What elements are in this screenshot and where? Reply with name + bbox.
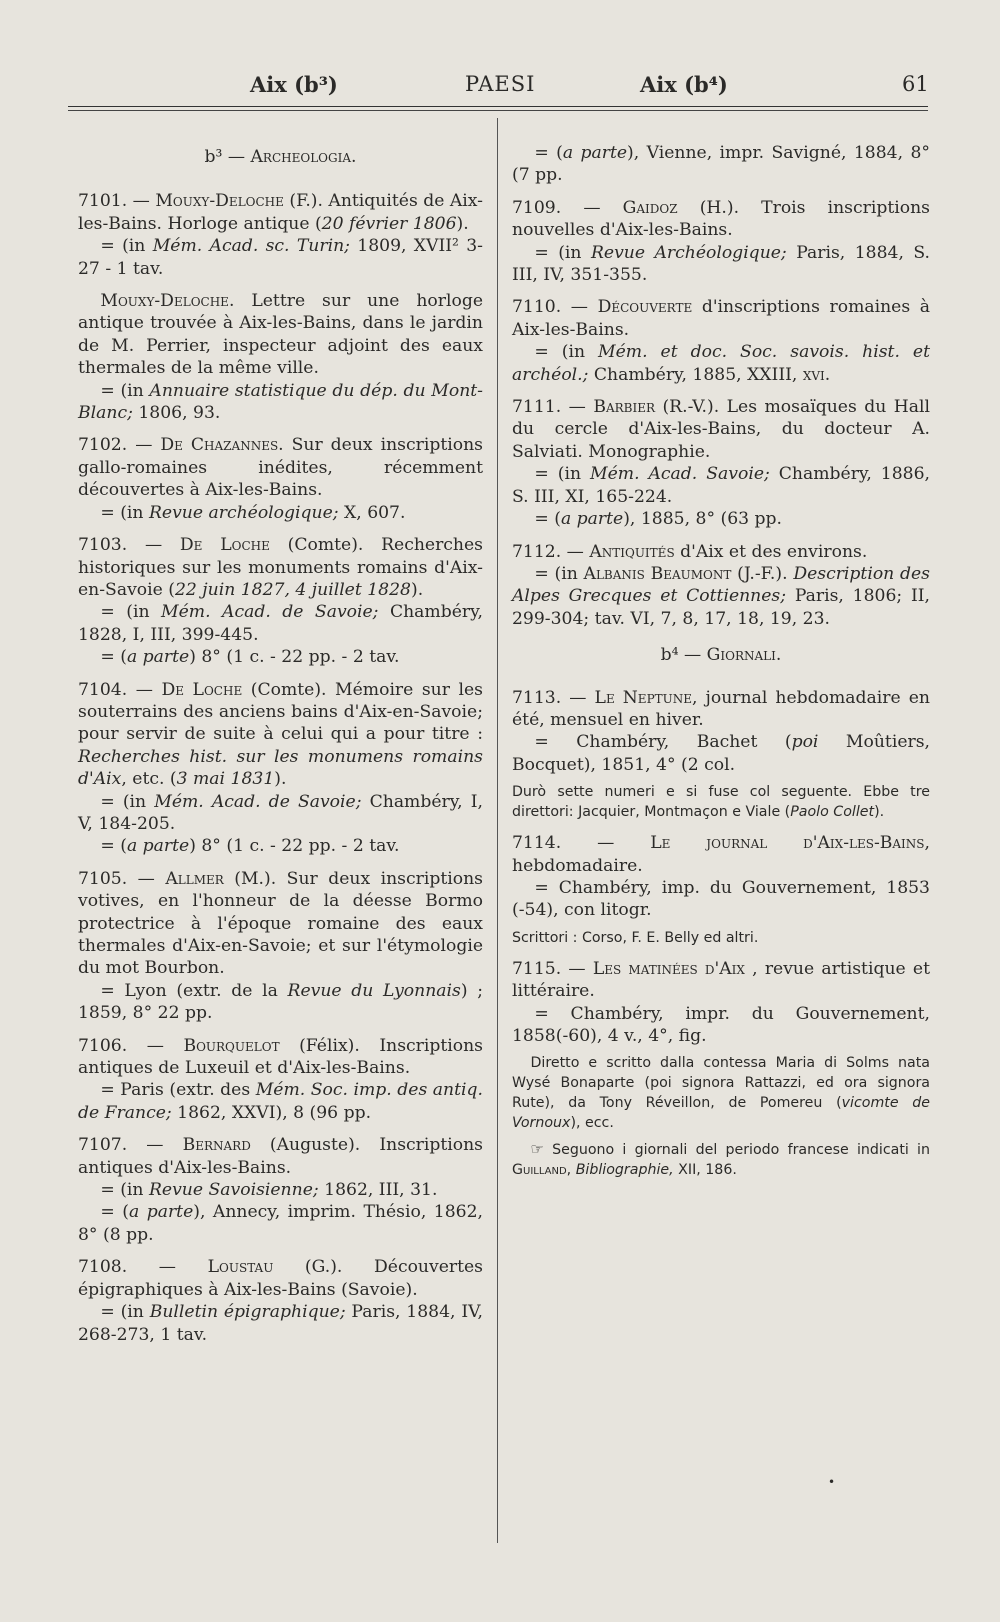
note-7115: Diretto e scritto dalla contessa Maria di Solms nata Wysé Bonaparte (poi signora Rattazzi, ed ora signora Rute), da Tony Réveillon, de Pomereu (vicomte de Vornoux), ecc. (512, 1055, 930, 1132)
ink-speck-icon: • (828, 1475, 836, 1489)
entry-7110: 7110. — Découverte d'inscriptions romaines à Aix-les-Bains. = (in Mém. et doc. Soc. savois. hist. et archéol.; Chambéry, 1885, XXIII, xvi. (512, 297, 930, 385)
entry-7105: 7105. — Allmer (M.). Sur deux inscriptions votives, en l'honneur de la déesse Bormo protectrice à l'époque romaine des eaux thermales d'Aix-en-Savoie; et sur l'étymologie du mot Bourbon. = Lyon (extr. de la Revue du Lyonnais) ; 1859, 8° 22 pp. (78, 868, 484, 1024)
note-7113: Durò sette numeri e si fuse col seguente. Ebbe tre direttori: Jacquier, Montmaçon e Viale (Paolo Collet). (512, 784, 930, 821)
entry-7113: 7113. — Le Neptune, journal hebdomadaire en été, mensuel en hiver. = Chambéry, Bachet (poi Moûtiers, Bocquet), 1851, 4° (2 col. Durò sette numeri e si fuse col seguente. Ebbe tre direttori: Jacquier, Montmaçon e Viale (Paolo Collet). (512, 687, 930, 821)
column-divider (497, 118, 498, 1543)
left-column (78, 142, 483, 1346)
entry-7112: 7112. — Antiquités d'Aix et des environs. = (in Albanis Beaumont (J.-F.). Description des Alpes Grecques et Cottiennes; Paris, 1806; II, 299-304; tav. VI, 7, 8, 17, 18, 19, 23. (512, 541, 930, 629)
header-right: Aix (b⁴) (640, 72, 728, 97)
running-header (0, 72, 1000, 104)
section-heading-archeologia: b³ — Archeologia. (204, 147, 357, 167)
page-number: 61 (902, 72, 929, 96)
entry-7107: 7107. — Bernard (Auguste). Inscriptions antiques d'Aix-les-Bains. = (in Revue Savoisienne; 1862, III, 31. = (a parte), Annecy, imprim. Thésio, 1862, 8° (8 pp. (78, 1135, 483, 1245)
entry-7106: 7106. — Bourquelot (Félix). Inscriptions antiques de Luxeuil et d'Aix-les-Bains. = Paris (extr. des Mém. Soc. imp. des antiq. de France; 1862, XXVI), 8 (96 pp. (78, 1035, 483, 1123)
header-rule (68, 106, 928, 107)
header-rule-thin (68, 110, 928, 111)
entry-7115: 7115. — Les matinées d'Aix , revue artistique et littéraire. = Chambéry, impr. du Gouvernement, 1858(-60), 4 v., 4°, fig. Diretto e scritto dalla contessa Maria di Solms nata Wysé Bonaparte (poi signora Rattazzi, ed ora signora Rute), da Tony Réveillon, de Pomereu (vicomte de Vornoux), ecc. (512, 958, 930, 1132)
header-center: PAESI (465, 72, 536, 96)
note-7114: Scrittori : Corso, F. E. Belly ed altri. (512, 929, 759, 946)
entry-7111: 7111. — Barbier (R.-V.). Les mosaïques du Hall du cercle d'Aix-les-Bains, du docteur A. Salviati. Monographie. = (in Mém. Acad. Savoie; Chambéry, 1886, S. III, XI, 165-224. = (a parte), 1885, 8° (63 pp. (512, 397, 930, 530)
entry-7114: 7114. — Le journal d'Aix-les-Bains, hebdomadaire. = Chambéry, imp. du Gouvernement, 1853 (-54), con litogr. Scrittori : Corso, F. E. Belly ed altri. (512, 833, 930, 946)
entry-7102: 7102. — De Chazannes. Sur deux inscriptions gallo-romaines inédites, récemment découvertes à Aix-les-Bains. = (in Revue archéologique; X, 607. (78, 435, 483, 523)
entry-7103: 7103. — De Loche (Comte). Recherches historiques sur les monuments romains d'Aix-en-Savoie (22 juin 1827, 4 juillet 1828). = (in Mém. Acad. de Savoie; Chambéry, 1828, I, III, 399-445. = (a parte) 8° (1 c. - 22 pp. - 2 tav. (78, 535, 483, 668)
final-note: ☞ Seguono i giornali del periodo francese indicati in Guilland, Bibliographie, XII, 186. (512, 1140, 930, 1179)
pointing-hand-icon: ☞ (530, 1140, 544, 1159)
right-column (512, 142, 930, 1180)
entry-7104: 7104. — De Loche (Comte). Mémoire sur les souterrains des anciens bains d'Aix-en-Savoie; pour servir de suite à celui qui a pour titre : Recherches hist. sur les monumens romains d'Aix, etc. (3 mai 1831). = (in Mém. Acad. de Savoie; Chambéry, I, V, 184-205. = (a parte) 8° (1 c. - 22 pp. - 2 tav. (78, 679, 483, 857)
entry-7101: 7101. — Mouxy-Deloche (F.). Antiquités de Aix-les-Bains. Horloge antique (20 février 1806). = (in Mém. Acad. sc. Turin; 1809, XVII² 3-27 - 1 tav. Mouxy-Deloche. Lettre sur une horloge antique trouvée à Aix-les-Bains, dans le jardin de M. Perrier, inspecteur adjoint des eaux thermales de la même ville. = (in Annuaire statistique du dép. du Mont-Blanc; 1806, 93. (78, 191, 483, 424)
entry-7108-continued: = (a parte), Vienne, impr. Savigné, 1884, 8° (7 pp. (512, 143, 930, 186)
entry-7108: 7108. — Loustau (G.). Découvertes épigraphiques à Aix-les-Bains (Savoie). = (in Bulletin épigraphique; Paris, 1884, IV, 268-273, 1 tav. (78, 1257, 483, 1345)
section-heading-giornali: b⁴ — Giornali. (660, 645, 782, 666)
entry-7109: 7109. — Gaidoz (H.). Trois inscriptions nouvelles d'Aix-les-Bains. = (in Revue Archéologique; Paris, 1884, S. III, IV, 351-355. (512, 197, 930, 286)
header-left: Aix (b³) (250, 72, 338, 97)
